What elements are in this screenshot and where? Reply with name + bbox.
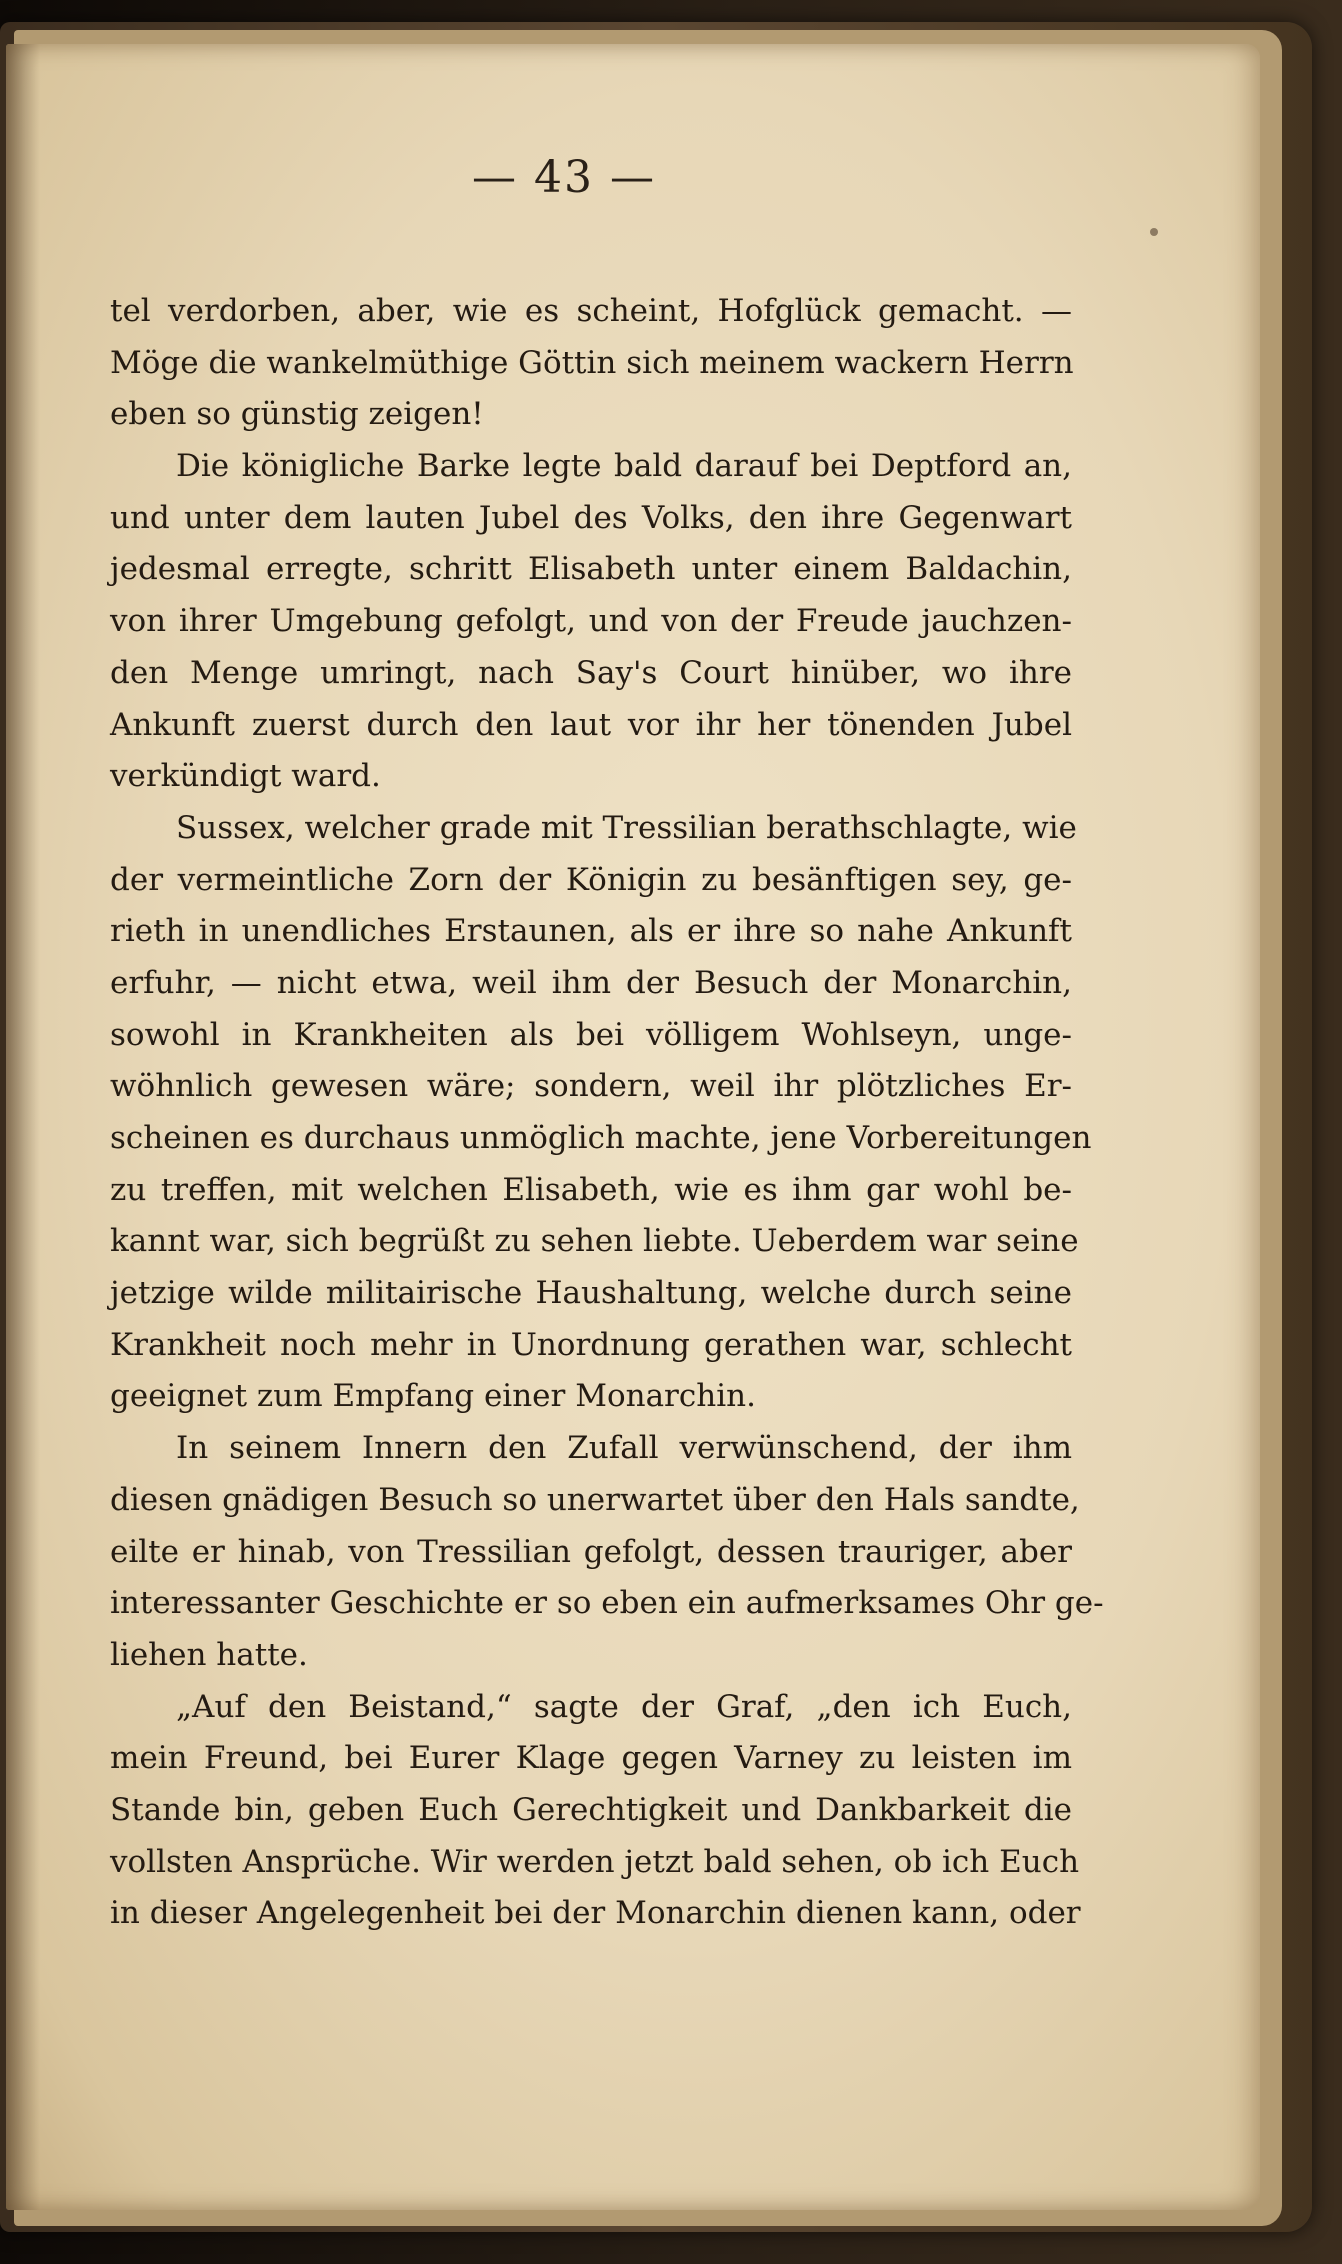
text-line: Krankheit noch mehr in Unordnung gerathen war, schlecht <box>110 1326 1072 1363</box>
body-text <box>110 286 1104 1940</box>
text-line: sowohl in Krankheiten als bei völligem Wohlseyn, unge- <box>110 1016 1072 1053</box>
text-line: liehen hatte. <box>110 1636 308 1673</box>
text-line: Ankunft zuerst durch den laut vor ihr her tönenden Jubel <box>110 706 1072 743</box>
paragraph <box>110 1682 1081 1940</box>
text-line: „Auf den Beistand,“ sagte der Graf, „den ich Euch, <box>176 1688 1072 1725</box>
paragraph <box>110 803 1092 1423</box>
text-line: tel verdorben, aber, wie es scheint, Hofglück gemacht. — <box>110 293 1072 329</box>
text-line: zu treffen, mit welchen Elisabeth, wie es ihm gar wohl be- <box>110 1171 1072 1208</box>
text-line: von ihrer Umgebung gefolgt, und von der Freude jauchzen- <box>110 603 1072 640</box>
text-line: Sussex, welcher grade mit Tressilian berathschlagte, wie <box>176 809 1077 846</box>
text-line: erfuhr, — nicht etwa, weil ihm der Besuch der Monarchin, <box>110 964 1072 1001</box>
text-line: und unter dem lauten Jubel des Volks, den ihre Gegenwart <box>110 499 1072 536</box>
text-line: wöhnlich gewesen wäre; sondern, weil ihr plötzliches Er- <box>110 1068 1072 1105</box>
text-line: den Menge umringt, nach Say's Court hinüber, wo ihre <box>110 654 1072 691</box>
paragraph <box>110 441 1072 803</box>
text-line: eilte er hinab, von Tressilian gefolgt, dessen trauriger, aber <box>110 1533 1072 1570</box>
text-line: eben so günstig zeigen! <box>110 396 484 433</box>
text-line: Möge die wankelmüthige Göttin sich meinem wackern Herrn <box>110 344 1074 381</box>
page-number: — 43 — <box>472 152 656 203</box>
text-line: Die königliche Barke legte bald darauf bei Deptford an, <box>176 448 1072 485</box>
text-line: verkündigt ward. <box>110 758 381 795</box>
paragraph <box>110 1423 1104 1681</box>
text-line: kannt war, sich begrüßt zu sehen liebte. Ueberdem war seine <box>110 1223 1079 1260</box>
text-line: interessanter Geschichte er so eben ein aufmerksames Ohr ge- <box>110 1585 1104 1622</box>
text-line: Stande bin, geben Euch Gerechtigkeit und Dankbarkeit die <box>110 1791 1072 1828</box>
text-line: scheinen es durchaus unmöglich machte, jene Vorbereitungen <box>110 1120 1092 1156</box>
page-gutter-shadow <box>6 44 40 2210</box>
text-line: jedesmal erregte, schritt Elisabeth unter einem Baldachin, <box>110 551 1072 588</box>
text-line: jetzige wilde militairische Haushaltung, welche durch seine <box>110 1275 1072 1312</box>
ink-speck <box>1150 228 1158 236</box>
text-line: rieth in unendliches Erstaunen, als er ihre so nahe Ankunft <box>110 913 1072 950</box>
text-line: diesen gnädigen Besuch so unerwartet über den Hals sandte, <box>110 1481 1080 1518</box>
text-line: geeignet zum Empfang einer Monarchin. <box>110 1378 756 1415</box>
text-line: in dieser Angelegenheit bei der Monarchin dienen kann, oder <box>110 1895 1081 1932</box>
text-line: mein Freund, bei Eurer Klage gegen Varney zu leisten im <box>110 1740 1072 1777</box>
text-line: der vermeintliche Zorn der Königin zu besänftigen sey, ge- <box>110 861 1072 898</box>
text-line: In seinem Innern den Zufall verwünschend, der ihm <box>176 1430 1072 1467</box>
paragraph <box>110 286 1072 441</box>
text-line: vollsten Ansprüche. Wir werden jetzt bald sehen, ob ich Euch <box>110 1843 1080 1880</box>
